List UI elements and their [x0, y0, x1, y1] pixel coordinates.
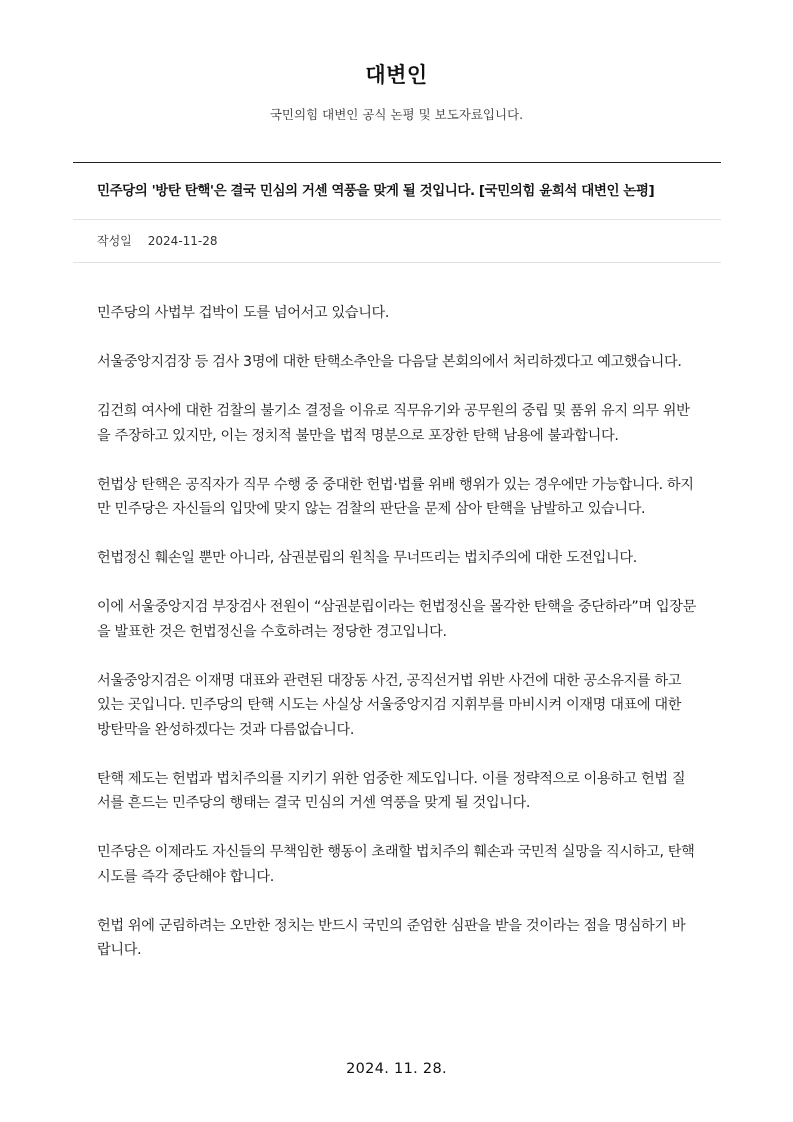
paragraph: 김건희 여사에 대한 검찰의 불기소 결정을 이유로 직무유기와 공무원의 중립 및 품위 유지 의무 위반을 주장하고 있지만, 이는 정치적 불만을 법적 명분으로 포장한 탄핵 남용에 불과합니다.	[97, 403, 690, 444]
article-title: 민주당의 '방탄 탄핵'은 결국 민심의 거센 역풍을 맞게 될 것입니다. [국민의힘 윤희석 대변인 논평]	[73, 163, 721, 220]
paragraph: 민주당의 사법부 겁박이 도를 넘어서고 있습니다.	[97, 305, 390, 321]
article-meta	[73, 220, 721, 263]
article	[73, 162, 721, 987]
site-title: 대변인	[365, 63, 428, 87]
site-description: 국민의힘 대변인 공식 논평 및 보도자료입니다.	[269, 107, 524, 122]
paragraph: 서울중앙지검장 등 검사 3명에 대한 탄핵소추안을 다음달 본회의에서 처리하겠다고 예고했습니다.	[97, 354, 682, 370]
sign-date: 2024. 11. 28.	[346, 1061, 447, 1077]
paragraph: 탄핵 제도는 헌법과 법치주의를 지키기 위한 엄중한 제도입니다. 이를 정략적으로 이용하고 헌법 질서를 흔드는 민주당의 행태는 결국 민심의 거센 역풍을 맞게 될 것입니다.	[97, 770, 686, 811]
paragraph: 서울중앙지검은 이재명 대표와 관련된 대장동 사건, 공직선거법 위반 사건에 대한 공소유지를 하고 있는 곳입니다. 민주당의 탄핵 시도는 사실상 서울중앙지검 지휘부를 마비시켜 이재명 대표에 대한 방탄막을 완성하겠다는 것과 다름없습니다.	[97, 672, 682, 738]
meta-date: 2024-11-28	[147, 234, 218, 248]
site-header	[0, 58, 793, 124]
paragraph: 헌법상 탄핵은 공직자가 직무 수행 중 중대한 헌법·법률 위배 행위가 있는 경우에만 가능합니다. 하지만 민주당은 자신들의 입맛에 맞지 않는 검찰의 판단을 문제 삼아 탄핵을 남발하고 있습니다.	[97, 476, 694, 517]
paragraph: 이에 서울중앙지검 부장검사 전원이 “삼권분립이라는 헌법정신을 몰각한 탄핵을 중단하라”며 입장문을 발표한 것은 헌법정신을 수호하려는 정당한 경고입니다.	[97, 599, 697, 640]
article-body	[73, 263, 697, 963]
meta-label: 작성일	[97, 234, 132, 248]
paragraph: 헌법정신 훼손일 뿐만 아니라, 삼권분립의 원칙을 무너뜨리는 법치주의에 대한 도전입니다.	[97, 550, 637, 566]
paragraph: 민주당은 이제라도 자신들의 무책임한 행동이 초래할 법치주의 훼손과 국민적 실망을 직시하고, 탄핵 시도를 즉각 중단해야 합니다.	[97, 844, 695, 885]
paragraph: 헌법 위에 군림하려는 오만한 정치는 반드시 국민의 준엄한 심판을 받을 것이라는 점을 명심하기 바랍니다.	[97, 917, 686, 958]
